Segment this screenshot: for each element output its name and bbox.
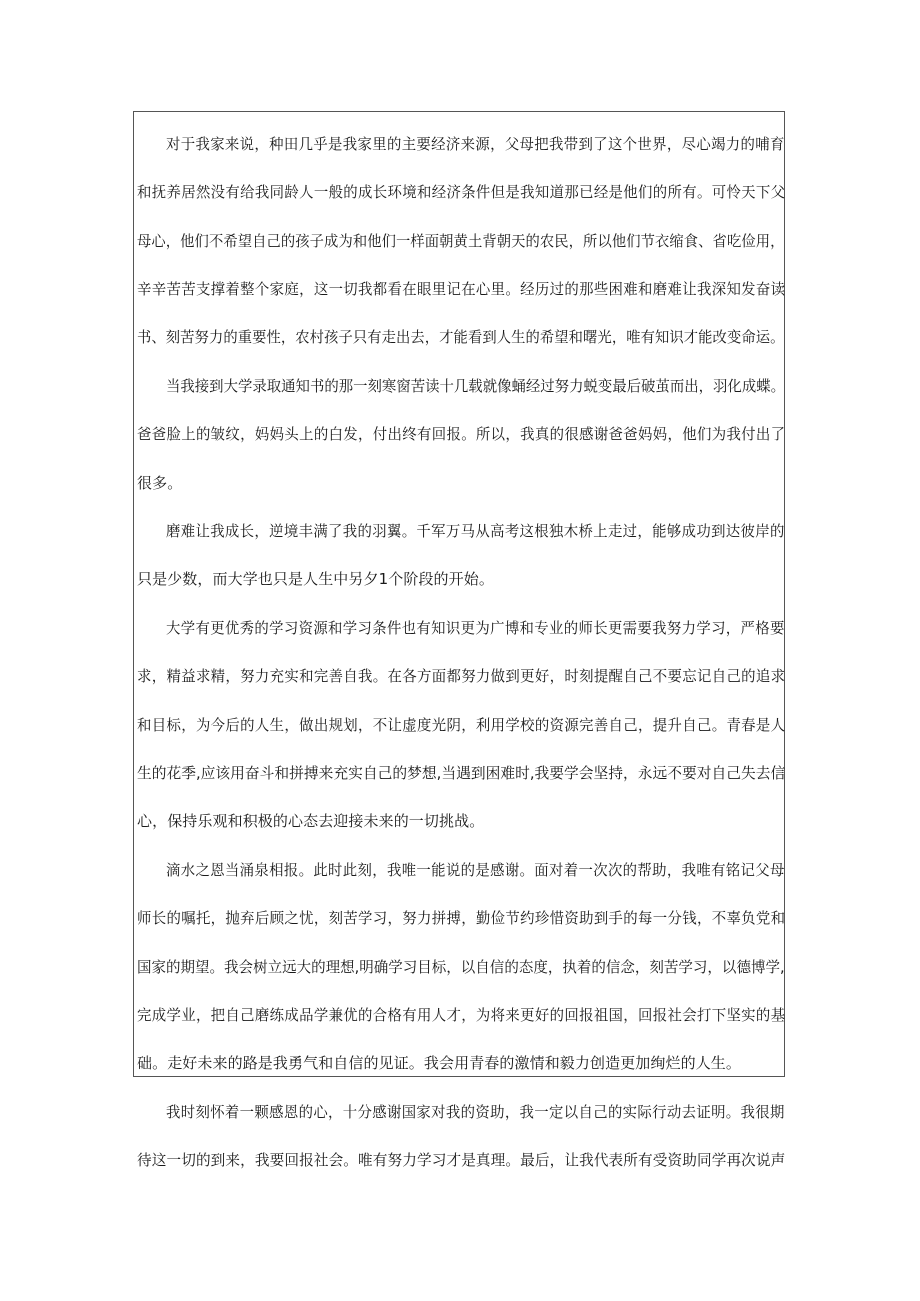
paragraph-line: 很多。 bbox=[137, 474, 183, 492]
paragraph-line: 磨难让我成长，逆境丰满了我的羽翼。千军万马从高考这根独木桥上走过，能够成功到达彼岸的 bbox=[166, 522, 785, 540]
paragraph-line: 心，保持乐观和积极的心态去迎接未来的一切挑战。 bbox=[137, 812, 485, 830]
paragraph-line: 和目标，为今后的人生，做出规划，不让虚度光阴，利用学校的资源完善自己，提升自己。青春是人 bbox=[137, 716, 786, 734]
paragraph-line: 辛辛苦苦支撑着整个家庭，这一切我都看在眼里记在心里。经历过的那些困难和磨难让我深知发奋读 bbox=[137, 280, 786, 298]
paragraph-line: 母心，他们不希望自己的孩子成为和他们一样面朝黄土背朝天的农民，所以他们节衣缩食、省吃俭用， bbox=[137, 232, 785, 250]
paragraph-line: 和抚养居然没有给我同龄人一般的成长环境和经济条件但是我知道那已经是他们的所有。可怜天下父 bbox=[137, 183, 786, 201]
paragraph-line: 当我接到大学录取通知书的那一刻寒窗苦读十几载就像蛹经过努力蜕变最后破茧而出，羽化成蝶。 bbox=[166, 377, 786, 395]
paragraph-line: 国家的期望。我会树立远大的理想,明确学习目标，以自信的态度，执着的信念，刻苦学习，以德博学, bbox=[137, 958, 785, 976]
paragraph-line: 生的花季,应该用奋斗和拼搏来充实自己的梦想,当遇到困难时,我要学会坚持，永远不要对自己失去信 bbox=[137, 764, 786, 782]
paragraph-line: 滴水之恩当涌泉相报。此时此刻，我唯一能说的是感谢。面对着一次次的帮助，我唯有铭记父母 bbox=[166, 861, 785, 879]
paragraph-line: 完成学业，把自己磨练成品学兼优的合格有用人才，为将来更好的回报祖国，回报社会打下坚实的基 bbox=[137, 1006, 786, 1024]
paragraph-line: 求，精益求精，努力充实和完善自我。在各方面都努力做到更好，时刻提醒自己不要忘记自己的追求 bbox=[137, 667, 786, 685]
paragraph-line: 础。走好未来的路是我勇气和自信的见证。我会用青春的激情和毅力创造更加绚烂的人生。 bbox=[137, 1054, 742, 1072]
paragraph-line: 大学有更优秀的学习资源和学习条件也有知识更为广博和专业的师长更需要我努力学习，严格要 bbox=[166, 619, 785, 637]
paragraph-line: 书、刻苦努力的重要性，农村孩子只有走出去，才能看到人生的希望和曙光，唯有知识才能改变命运。 bbox=[137, 328, 785, 346]
paragraph-line: 爸爸脸上的皱纹，妈妈头上的白发，付出终有回报。所以，我真的很感谢爸爸妈妈，他们为我付出了 bbox=[137, 425, 786, 443]
paragraph-line: 我时刻怀着一颗感恩的心，十分感谢国家对我的资助，我一定以自己的实际行动去证明。我很期 bbox=[166, 1103, 785, 1121]
bordered-text-frame bbox=[133, 111, 785, 1077]
paragraph-line: 对于我家来说，种田几乎是我家里的主要经济来源，父母把我带到了这个世界，尽心竭力的哺育 bbox=[166, 135, 785, 153]
paragraph-line: 待这一切的到来，我要回报社会。唯有努力学习才是真理。最后，让我代表所有受资助同学再次说声 bbox=[137, 1151, 786, 1169]
paragraph-line: 只是少数，而大学也只是人生中另夕1个阶段的开始。 bbox=[137, 570, 494, 588]
paragraph-line: 师长的嘱托，抛弃后顾之忧，刻苦学习，努力拼搏，勤俭节约珍惜资助到手的每一分钱，不辜负党和 bbox=[137, 909, 786, 927]
